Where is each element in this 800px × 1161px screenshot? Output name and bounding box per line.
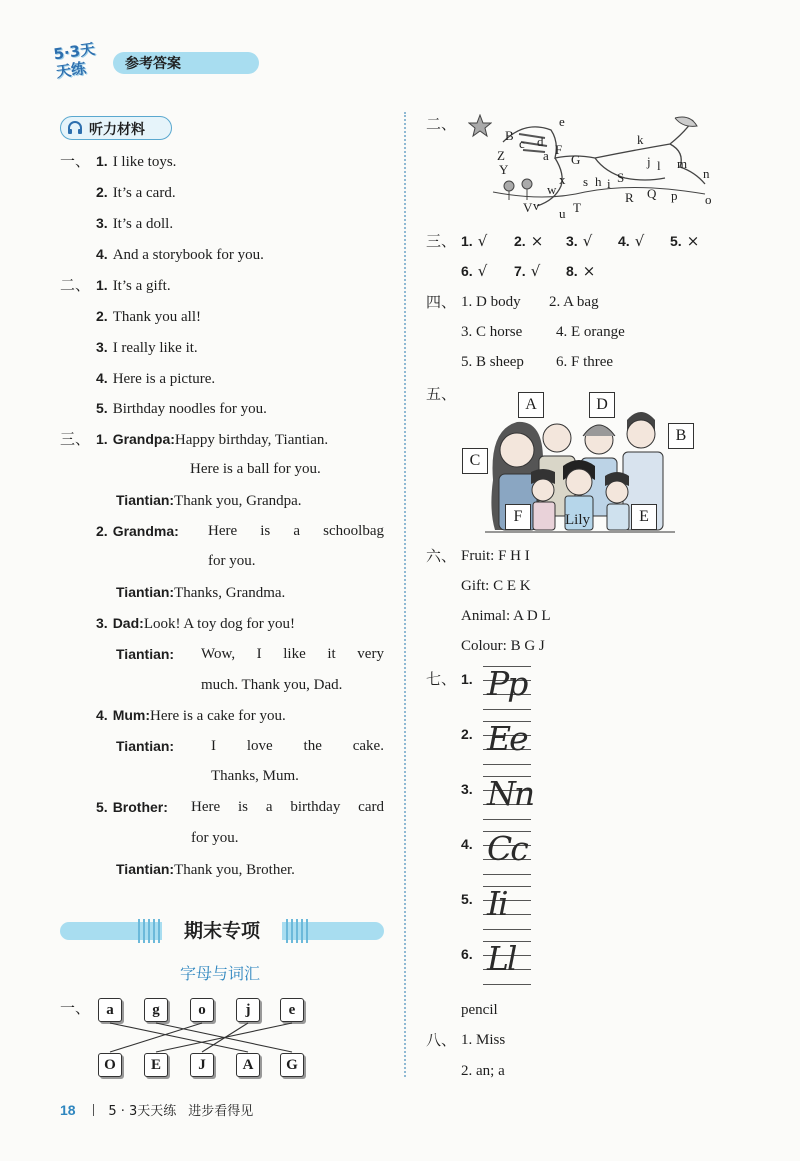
svg-text:n: n: [703, 166, 710, 181]
dialogue-5-line-2: for you.: [191, 830, 239, 846]
family-box-a: A: [518, 392, 544, 418]
bottom-letter-a: A: [236, 1053, 260, 1077]
dialogue-5-head: 5. Brother:: [96, 799, 168, 815]
dragon-dot-picture: [485, 112, 725, 222]
dialogue-4-reply-head: Tiantian:: [116, 738, 175, 754]
dialogue-3-reply-line-2: much. Thank you, Dad.: [201, 677, 343, 693]
q6-colour: Colour: B G J: [461, 638, 545, 654]
svg-text:V: V: [523, 200, 533, 215]
q7-num-4: 4.: [461, 836, 473, 852]
q4-answer-2: 2. A bag: [549, 294, 599, 310]
dialogue-1-reply: Tiantian:Thank you, Grandpa.: [116, 492, 302, 509]
s2-label: 二、: [60, 276, 91, 294]
answer-badge-label: 参考答案: [125, 56, 181, 72]
svg-text:e: e: [559, 114, 565, 129]
q7-num-5: 5.: [461, 891, 473, 907]
svg-text:Q: Q: [647, 186, 657, 201]
svg-text:o: o: [705, 192, 712, 207]
q8-answer-1: 1. Miss: [461, 1032, 506, 1048]
q7-letter-3: Nn: [487, 774, 534, 813]
svg-text:d: d: [537, 134, 544, 149]
s3-label: 三、: [60, 430, 91, 448]
svg-text:i: i: [607, 176, 611, 191]
svg-text:c: c: [519, 136, 525, 151]
svg-text:B: B: [505, 128, 514, 143]
dialogue-3-reply-line-1: Wow, I like it very: [201, 646, 384, 662]
final-banner-title: 期末专项: [162, 916, 282, 943]
dialogue-5-reply: Tiantian:Thank you, Brother.: [116, 861, 295, 878]
footer-slogan: 进步看得见: [188, 1104, 254, 1119]
q4-answer-1: 1. D body: [461, 294, 521, 310]
bottom-letter-g: G: [280, 1053, 304, 1077]
dialogue-3-reply-head: Tiantian:: [116, 646, 175, 662]
top-letter-o: o: [190, 998, 214, 1022]
svg-text:v: v: [533, 198, 540, 213]
svg-text:T: T: [573, 200, 581, 215]
svg-text:h: h: [595, 174, 602, 189]
s1-item-2: 2. It’s a card.: [96, 184, 176, 201]
q7-letter-1: Pp: [487, 664, 527, 703]
top-letter-e: e: [280, 998, 304, 1022]
s2-item-3: 3. I really like it.: [96, 339, 198, 356]
listening-title: 听力材料: [89, 122, 145, 138]
s2-item-2: 2. Thank you all!: [96, 308, 201, 325]
svg-text:R: R: [625, 190, 634, 205]
family-name-label: Lily: [565, 512, 590, 528]
q6-fruit: Fruit: F H I: [461, 548, 530, 564]
q7-extra-word: pencil: [461, 1002, 498, 1018]
q7-num-2: 2.: [461, 726, 473, 742]
q6-animal: Animal: A D L: [461, 608, 551, 624]
q7-letter-2: Ee: [487, 719, 527, 758]
family-box-c: C: [462, 448, 488, 474]
dialogue-2-head: 2. Grandma:: [96, 523, 179, 539]
q5-label: 五、: [426, 385, 457, 403]
q4-answer-5: 5. B sheep: [461, 354, 524, 370]
svg-text:m: m: [677, 156, 688, 171]
dialogue-4-reply-line-1: I love the cake.: [211, 738, 384, 754]
svg-text:a: a: [543, 148, 549, 163]
svg-text:u: u: [559, 206, 566, 221]
svg-text:s: s: [583, 174, 589, 189]
match-label: 一、: [60, 999, 91, 1017]
q4-answer-4: 4. E orange: [556, 324, 625, 340]
s1-label: 一、: [60, 152, 91, 170]
q3-answer-4: 4. √: [618, 232, 645, 250]
q7-letter-4: Cc: [487, 829, 527, 868]
bottom-letter-j: J: [190, 1053, 214, 1077]
family-box-b: B: [668, 423, 694, 449]
column-divider: [404, 112, 406, 1077]
q2-label: 二、: [426, 115, 457, 133]
dialogue-3-line-1: 3. Dad:Look! A toy dog for you!: [96, 615, 296, 632]
top-letter-g: g: [144, 998, 168, 1022]
q3-answer-2: 2. ×: [514, 232, 544, 250]
dialogue-2-line-1: Here is a schoolbag: [208, 523, 384, 539]
family-box-e: E: [631, 504, 657, 530]
footer-separator: [93, 1104, 94, 1116]
svg-text:Z: Z: [497, 148, 505, 163]
footer-series: 5 · 3天天练: [108, 1104, 177, 1119]
final-subtitle: 字母与词汇: [179, 964, 260, 983]
q6-label: 六、: [426, 547, 457, 565]
family-box-d: D: [589, 392, 615, 418]
q4-answer-6: 6. F three: [556, 354, 614, 370]
svg-text:F: F: [555, 142, 563, 157]
svg-text:x: x: [559, 172, 566, 187]
dialogue-4-line-1: 4. Mum:Here is a cake for you.: [96, 707, 286, 724]
svg-text:Y: Y: [499, 162, 509, 177]
q7-label: 七、: [426, 670, 457, 688]
q3-answer-3: 3. √: [566, 232, 593, 250]
dialogue-1-line-2: Here is a ball for you.: [190, 461, 321, 477]
footer: [60, 1100, 253, 1122]
q3-answer-8: 8. ×: [566, 262, 596, 280]
family-box-f: F: [505, 504, 531, 530]
q8-label: 八、: [426, 1031, 457, 1049]
svg-text:k: k: [637, 132, 644, 147]
top-letter-j: j: [236, 998, 260, 1022]
page-number: 18: [60, 1102, 76, 1118]
q3-label: 三、: [426, 232, 457, 250]
dialogue-4-reply-line-2: Thanks, Mum.: [211, 768, 299, 784]
q4-label: 四、: [426, 293, 457, 311]
svg-text:S: S: [617, 170, 625, 185]
s1-item-3: 3. It’s a doll.: [96, 215, 174, 232]
q8-answer-2: 2. an; a: [461, 1063, 505, 1079]
s2-item-1: 1. It’s a gift.: [96, 277, 171, 294]
svg-text:j: j: [647, 154, 651, 169]
dialogue-5-line-1: Here is a birthday card: [191, 799, 384, 815]
q3-answer-7: 7. √: [514, 262, 541, 280]
s1-item-1: 1. I like toys.: [96, 153, 177, 170]
q7-letter-5: Ii: [487, 884, 507, 923]
q7-num-3: 3.: [461, 781, 473, 797]
q7-letter-6: Ll: [487, 939, 516, 978]
dialogue-2-line-2: for you.: [208, 553, 256, 569]
q4-answer-3: 3. C horse: [461, 324, 523, 340]
bottom-letter-o: O: [98, 1053, 122, 1077]
q3-answer-5: 5. ×: [670, 232, 700, 250]
logo-text: 5·3天天练: [52, 39, 97, 82]
q7-num-6: 6.: [461, 946, 473, 962]
q7-num-1: 1.: [461, 671, 473, 687]
svg-text:p: p: [671, 188, 678, 203]
top-letter-a: a: [98, 998, 122, 1022]
dialogue-1-line-1: 1. Grandpa:Happy birthday, Tiantian.: [96, 431, 329, 448]
bottom-letter-e: E: [144, 1053, 168, 1077]
svg-text:G: G: [571, 152, 581, 167]
svg-text:l: l: [657, 158, 661, 173]
s2-item-5: 5. Birthday noodles for you.: [96, 400, 267, 417]
q3-answer-6: 6. √: [461, 262, 488, 280]
svg-text:w: w: [547, 182, 557, 197]
q6-gift: Gift: C E K: [461, 578, 531, 594]
s2-item-4: 4. Here is a picture.: [96, 370, 216, 387]
dialogue-2-reply: Tiantian:Thanks, Grandma.: [116, 584, 286, 601]
q3-answer-1: 1. √: [461, 232, 488, 250]
s1-item-4: 4. And a storybook for you.: [96, 246, 264, 263]
